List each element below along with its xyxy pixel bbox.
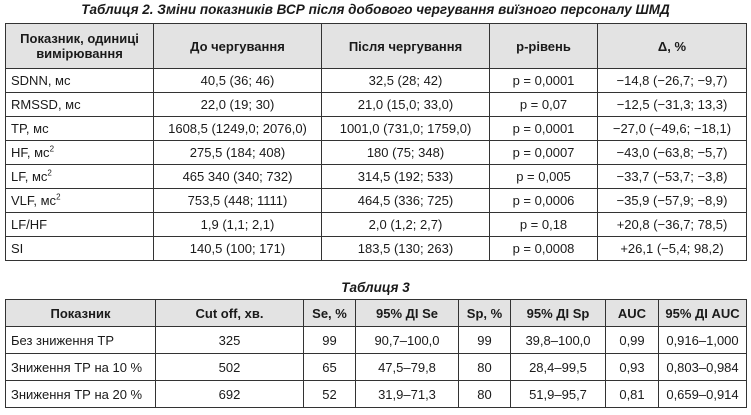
- table-row: [6, 213, 747, 237]
- cell-auc-ci: 0,803–0,984: [659, 354, 747, 381]
- cell-se: 65: [304, 354, 356, 381]
- table-row: [6, 141, 747, 165]
- header-auc-ci: 95% ДІ AUC: [659, 300, 747, 327]
- cell-before: 753,5 (448; 1111): [154, 189, 322, 213]
- indicator-label: SI: [11, 241, 24, 256]
- cell-auc: 0,81: [606, 381, 659, 408]
- cell-sp-ci: 28,4–99,5: [511, 354, 606, 381]
- row-indicator: [6, 117, 154, 141]
- cell-before: 275,5 (184; 408): [154, 141, 322, 165]
- row-indicator: [6, 69, 154, 93]
- table3-caption: Таблиця 3: [341, 280, 410, 295]
- table-header-row: [6, 300, 747, 327]
- indicator-label: RMSSD, мс: [11, 97, 81, 112]
- header-se: Se, %: [304, 300, 356, 327]
- cell-before: 140,5 (100; 171): [154, 237, 322, 261]
- unit-superscript: 2: [47, 168, 52, 178]
- cell-p-level: p = 0,0001: [490, 117, 598, 141]
- row-indicator: [6, 141, 154, 165]
- header-p-level: p-рівень: [490, 24, 598, 69]
- cell-p-level: p = 0,0007: [490, 141, 598, 165]
- cell-se-ci: 31,9–71,3: [356, 381, 459, 408]
- indicator-label: LF, мс: [11, 169, 48, 184]
- cell-sp: 80: [459, 354, 511, 381]
- cell-cutoff: 692: [156, 381, 304, 408]
- cell-p-level: p = 0,005: [490, 165, 598, 189]
- hrv-changes-table: [5, 23, 747, 261]
- cell-before: 22,0 (19; 30): [154, 93, 322, 117]
- header-indicator: Показник, одиниці вимірювання: [6, 24, 154, 69]
- cell-sp: 80: [459, 381, 511, 408]
- table-row: [6, 69, 747, 93]
- table-header-row: [6, 24, 747, 69]
- cell-after: 464,5 (336; 725): [322, 189, 490, 213]
- header-indicator: Показник: [6, 300, 156, 327]
- row-indicator: [6, 189, 154, 213]
- cell-sp-ci: 39,8–100,0: [511, 327, 606, 354]
- cell-cutoff: 325: [156, 327, 304, 354]
- cell-auc-ci: 0,916–1,000: [659, 327, 747, 354]
- table-row: [6, 165, 747, 189]
- header-after: Після чергування: [322, 24, 490, 69]
- cell-p-level: p = 0,0006: [490, 189, 598, 213]
- cutoff-table: [5, 299, 747, 408]
- row-indicator: [6, 237, 154, 261]
- indicator-label: SDNN, мс: [11, 73, 71, 88]
- cell-after: 1001,0 (731,0; 1759,0): [322, 117, 490, 141]
- header-delta: Δ, %: [598, 24, 747, 69]
- row-indicator: Без зниження ТР: [6, 327, 156, 354]
- cell-before: 1608,5 (1249,0; 2076,0): [154, 117, 322, 141]
- cell-p-level: p = 0,18: [490, 213, 598, 237]
- cell-auc: 0,99: [606, 327, 659, 354]
- cell-delta: −35,9 (−57,9; −8,9): [598, 189, 747, 213]
- cell-se: 52: [304, 381, 356, 408]
- table-row: [6, 93, 747, 117]
- indicator-label: LF/HF: [11, 217, 48, 232]
- cell-delta: +26,1 (−5,4; 98,2): [598, 237, 747, 261]
- unit-superscript: 2: [56, 192, 61, 202]
- cell-p-level: p = 0,0008: [490, 237, 598, 261]
- cell-delta: −33,7 (−53,7; −3,8): [598, 165, 747, 189]
- cell-delta: −14,8 (−26,7; −9,7): [598, 69, 747, 93]
- row-indicator: Зниження ТР на 10 %: [6, 354, 156, 381]
- row-indicator: [6, 165, 154, 189]
- cell-after: 180 (75; 348): [322, 141, 490, 165]
- header-cutoff: Cut off, хв.: [156, 300, 304, 327]
- unit-superscript: 2: [49, 144, 55, 154]
- indicator-label: TP, мс: [11, 121, 49, 136]
- cell-cutoff: 502: [156, 354, 304, 381]
- cell-before: 1,9 (1,1; 2,1): [154, 213, 322, 237]
- cell-se-ci: 47,5–79,8: [356, 354, 459, 381]
- row-indicator: Зниження ТР на 20 %: [6, 381, 156, 408]
- cell-auc-ci: 0,659–0,914: [659, 381, 747, 408]
- cell-se-ci: 90,7–100,0: [356, 327, 459, 354]
- table-row: [6, 237, 747, 261]
- cell-after: 183,5 (130; 263): [322, 237, 490, 261]
- cell-auc: 0,93: [606, 354, 659, 381]
- table2-caption: Таблиця 2. Зміни показників ВСР після добового чергування виїзного персоналу ШМД: [81, 2, 670, 17]
- header-before: До чергування: [154, 24, 322, 69]
- cell-p-level: p = 0,0001: [490, 69, 598, 93]
- indicator-label: VLF, мс: [11, 193, 57, 208]
- header-se-ci: 95% ДІ Se: [356, 300, 459, 327]
- table-row: [6, 327, 747, 354]
- table-row: [6, 189, 747, 213]
- header-sp: Sp, %: [459, 300, 511, 327]
- cell-before: 40,5 (36; 46): [154, 69, 322, 93]
- table-row: [6, 354, 747, 381]
- header-auc: AUC: [606, 300, 659, 327]
- cell-after: 32,5 (28; 42): [322, 69, 490, 93]
- table-row: [6, 117, 747, 141]
- indicator-label: HF, мс: [11, 145, 50, 160]
- cell-delta: +20,8 (−36,7; 78,5): [598, 213, 747, 237]
- row-indicator: [6, 213, 154, 237]
- cell-after: 314,5 (192; 533): [322, 165, 490, 189]
- cell-before: 465 340 (340; 732): [154, 165, 322, 189]
- cell-delta: −12,5 (−31,3; 13,3): [598, 93, 747, 117]
- table-row: [6, 381, 747, 408]
- cell-p-level: p = 0,07: [490, 93, 598, 117]
- cell-delta: −43,0 (−63,8; −5,7): [598, 141, 747, 165]
- cell-delta: −27,0 (−49,6; −18,1): [598, 117, 747, 141]
- cell-after: 2,0 (1,2; 2,7): [322, 213, 490, 237]
- cell-after: 21,0 (15,0; 33,0): [322, 93, 490, 117]
- cell-se: 99: [304, 327, 356, 354]
- cell-sp-ci: 51,9–95,7: [511, 381, 606, 408]
- cell-sp: 99: [459, 327, 511, 354]
- row-indicator: [6, 93, 154, 117]
- header-sp-ci: 95% ДІ Sp: [511, 300, 606, 327]
